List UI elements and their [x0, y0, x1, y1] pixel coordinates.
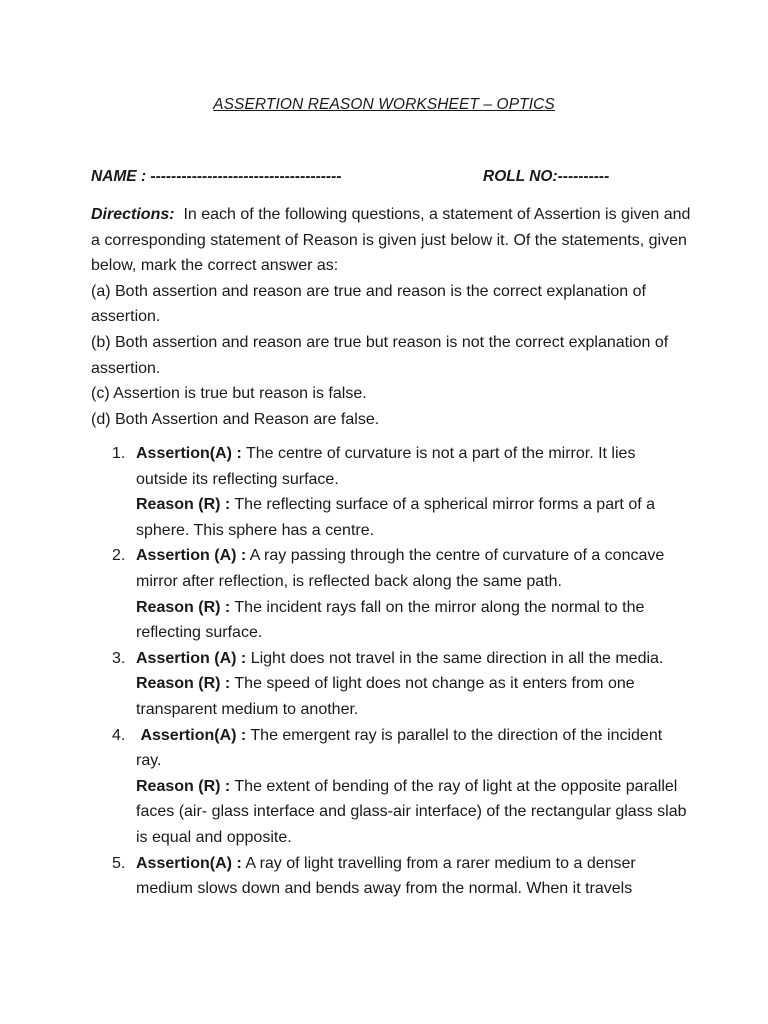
assertion-line [136, 851, 691, 902]
question-number: 2. [112, 547, 126, 565]
directions-section [91, 202, 691, 432]
name-field-label: NAME : ------------------------------------- [91, 168, 342, 185]
question-item [91, 543, 691, 645]
reason-label: Reason (R) : [136, 777, 231, 795]
reason-label: Reason (R) : [136, 675, 231, 693]
reason-label: Reason (R) : [136, 598, 231, 616]
question-item [91, 723, 691, 851]
student-info-row [91, 168, 691, 188]
assertion-text: Light does not travel in the same direction in all the media. [250, 649, 664, 667]
roll-no-field-label: ROLL NO:---------- [483, 168, 610, 185]
option-a: (a) Both assertion and reason are true and reason is the correct explanation of assertion. [91, 282, 646, 326]
assertion-line [136, 441, 691, 492]
reason-text: The reflecting surface of a spherical mirror forms a part of a sphere. This sphere has a centre. [136, 496, 655, 539]
reason-line [136, 492, 691, 543]
question-number: 3. [112, 649, 126, 667]
reason-line [136, 671, 691, 722]
page-title: ASSERTION REASON WORKSHEET – OPTICS [213, 96, 555, 113]
question-number: 4. [112, 726, 126, 744]
reason-line [136, 595, 691, 646]
directions-intro [91, 202, 691, 279]
reason-text: The incident rays fall on the mirror along the normal to the reflecting surface. [136, 598, 645, 642]
assertion-text: The centre of curvature is not a part of the mirror. It lies outside its reflecting surface. [136, 445, 636, 488]
assertion-line [136, 723, 691, 774]
question-item [91, 441, 691, 543]
question-list [91, 441, 691, 902]
question-item [91, 851, 691, 902]
assertion-label: Assertion(A) : [136, 854, 242, 872]
question-number: 5. [112, 854, 126, 872]
assertion-line [136, 646, 691, 672]
assertion-label: Assertion (A) : [136, 547, 247, 565]
assertion-label: Assertion(A) : [140, 726, 247, 744]
assertion-label: Assertion (A) : [136, 649, 247, 667]
assertion-text: A ray passing through the centre of curvature of a concave mirror after reflection, is reflected back along the same path. [136, 547, 665, 590]
assertion-text: The emergent ray is parallel to the direction of the incident ray. [136, 726, 663, 770]
question-item [91, 646, 691, 723]
reason-text: The speed of light does not change as it enters from one transparent medium to another. [136, 675, 635, 718]
reason-text: The extent of bending of the ray of light at the opposite parallel faces (air- glass interface and glass-air interface) of the rectangular glass slab is equal and opposite. [136, 777, 687, 846]
assertion-label: Assertion(A) : [136, 445, 242, 462]
directions-label: Directions: [91, 206, 175, 223]
assertion-text: A ray of light travelling from a rarer medium to a denser medium slows down and bends away from the normal. When it travels [136, 854, 636, 898]
option-c: (c) Assertion is true but reason is false. [91, 385, 367, 403]
reason-line [136, 774, 691, 851]
option-b: (b) Both assertion and reason are true but reason is not the correct explanation of assertion. [91, 333, 669, 377]
assertion-line [136, 543, 691, 594]
question-number: 1. [112, 445, 126, 462]
option-d: (d) Both Assertion and Reason are false. [91, 410, 380, 428]
reason-label: Reason (R) : [136, 496, 231, 514]
directions-text: In each of the following questions, a statement of Assertion is given and a corresponding statement of Reason is given just below it. Of the statements, given below, mark the correct answer as: [91, 206, 691, 275]
